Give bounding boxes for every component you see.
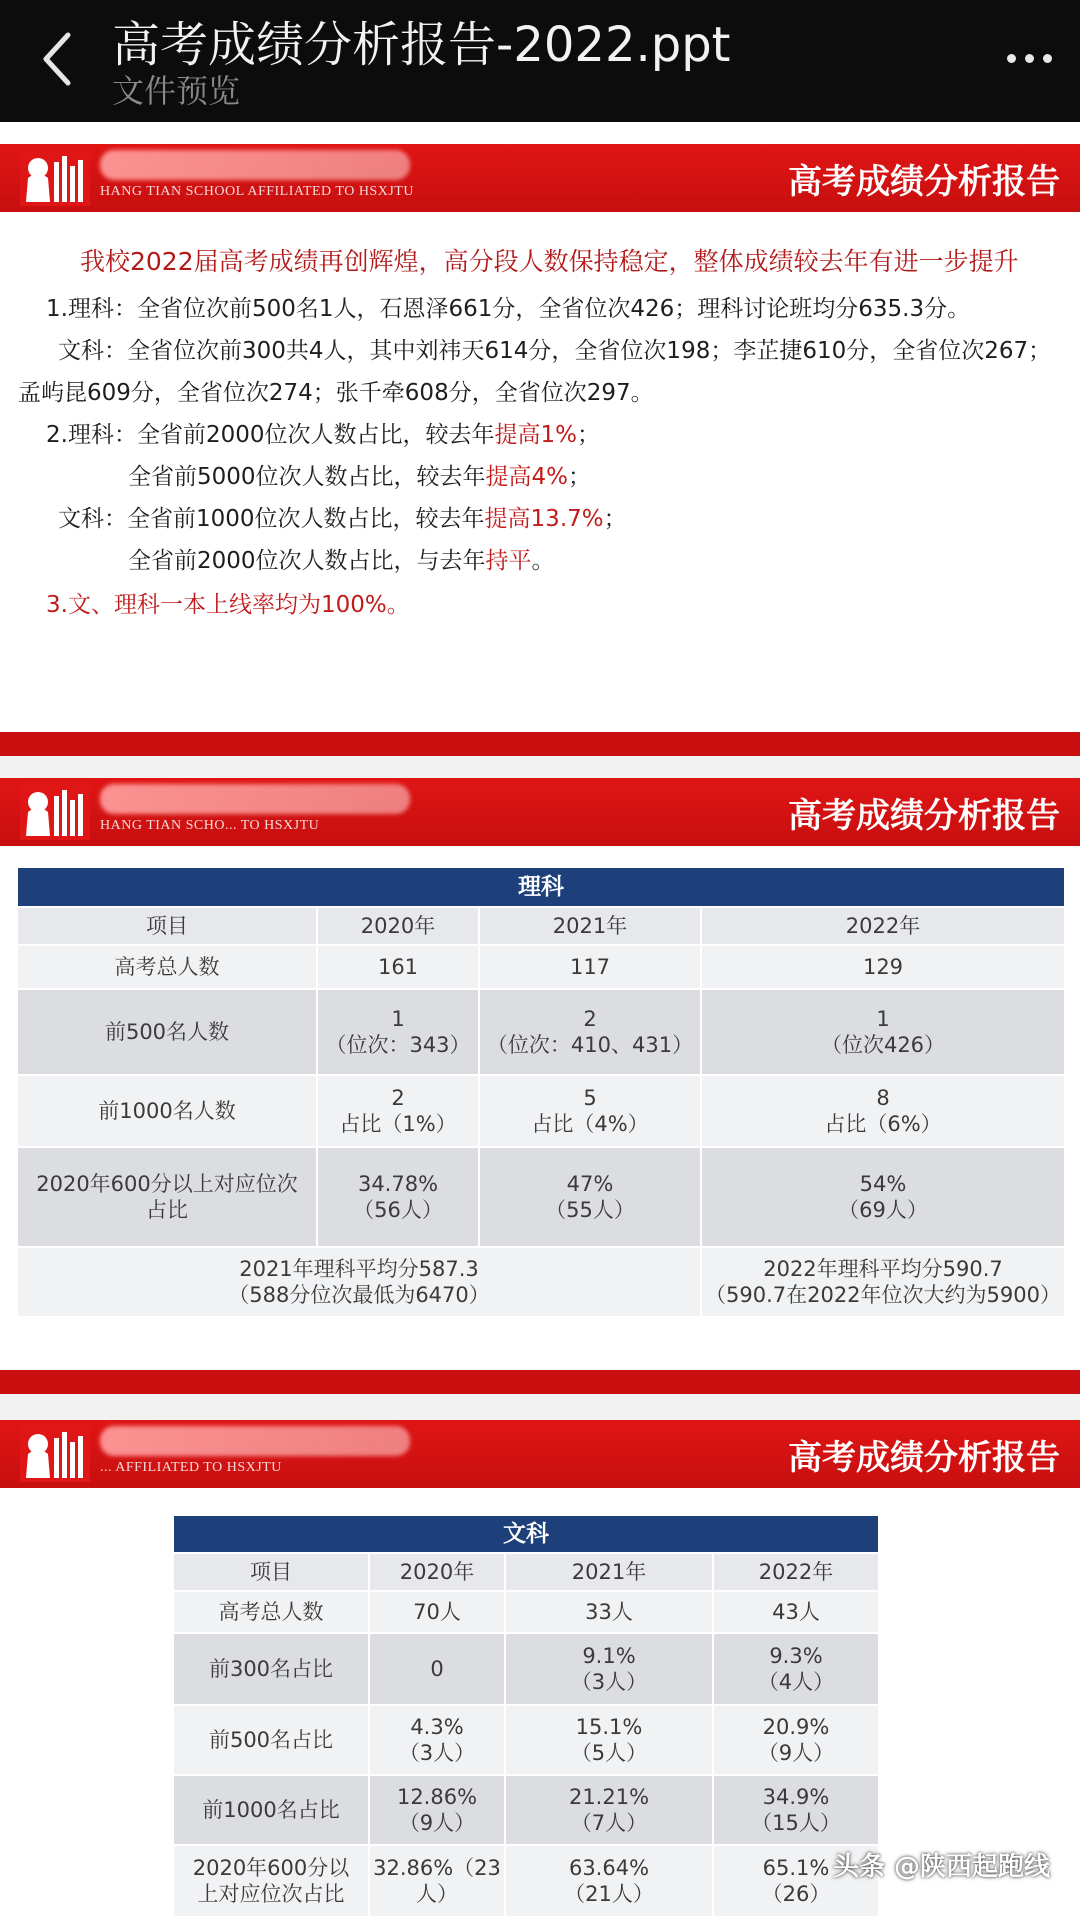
school-name-blurred xyxy=(100,1426,410,1456)
slide1-line: 全省前5000位次人数占比，较去年提高4%； xyxy=(128,464,592,490)
slide-title: 高考成绩分析报告 xyxy=(788,796,1060,836)
slide1-line: 3.文、理科一本上线率均为100%。 xyxy=(46,592,410,618)
table-row: 前1000名占比 12.86% （9人） 21.21% （7人） 34.9% （15人） xyxy=(173,1775,879,1845)
school-logo-icon xyxy=(20,1424,90,1482)
more-dot-icon xyxy=(1043,54,1052,63)
column-header: 2020年 xyxy=(317,907,479,945)
slide-1[interactable] xyxy=(0,122,1080,762)
column-header: 2021年 xyxy=(505,1553,713,1591)
science-table xyxy=(16,866,1066,1318)
slide-separator xyxy=(0,756,1080,778)
slide-2[interactable] xyxy=(0,778,1080,1404)
slide-header xyxy=(0,144,1080,212)
watermark-author: 头条 @陕西起跑线 xyxy=(832,1852,1050,1882)
slide-title: 高考成绩分析报告 xyxy=(788,1438,1060,1478)
school-english-name: HANG TIAN SCHO... TO HSXJTU xyxy=(100,818,320,833)
column-header: 项目 xyxy=(17,907,317,945)
more-options-button[interactable] xyxy=(994,28,1064,88)
school-name-blurred xyxy=(100,150,410,180)
school-logo-icon xyxy=(20,782,90,840)
table-row: 2021年理科平均分587.3 （588分位次最低为6470） 2022年理科平均分590.7 （590.7在2022年位次大约为5900） xyxy=(17,1247,1065,1317)
school-english-name: ... AFFILIATED TO HSXJTU xyxy=(100,1460,282,1475)
column-header: 2022年 xyxy=(713,1553,879,1591)
file-title: 高考成绩分析报告-2022.ppt xyxy=(112,17,731,73)
table-title: 文科 xyxy=(173,1515,879,1553)
chevron-left-icon xyxy=(40,31,74,87)
table-row: 前300名占比 0 9.1% （3人） 9.3% （4人） xyxy=(173,1633,879,1705)
slide1-line: 文科：全省位次前300共4人，其中刘祎天614分，全省位次198；李芷捷610分，全省位次267； xyxy=(58,338,1052,364)
table-row: 2020年600分以 上对应位次占比 32.86%（23 人） 63.64% （21人） 65.1% （26） xyxy=(173,1845,879,1917)
slide1-line: 文科：全省前1000位次人数占比，较去年提高13.7%； xyxy=(58,506,627,532)
slide-footer-bar xyxy=(0,732,1080,756)
slide1-line: 2.理科：全省前2000位次人数占比，较去年提高1%； xyxy=(46,422,600,448)
column-header: 2020年 xyxy=(369,1553,505,1591)
column-header: 2021年 xyxy=(479,907,701,945)
table-row: 前500名占比 4.3% （3人） 15.1% （5人） 20.9% （9人） xyxy=(173,1705,879,1775)
table-title: 理科 xyxy=(17,867,1065,907)
arts-table xyxy=(172,1514,880,1918)
table-row: 前1000名人数 2 占比（1%） 5 占比（4%） 8 占比（6%） xyxy=(17,1075,1065,1147)
table-row: 高考总人数 70人 33人 43人 xyxy=(173,1591,879,1633)
table-row: 前500名人数 1 （位次：343） 2 （位次：410、431） 1 （位次426） xyxy=(17,989,1065,1075)
table-row: 高考总人数 161 117 129 xyxy=(17,945,1065,989)
slide1-line: 1.理科：全省位次前500名1人，石恩泽661分，全省位次426；理科讨论班均分635.3分。 xyxy=(46,296,971,322)
school-name-blurred xyxy=(100,784,410,814)
column-header: 2022年 xyxy=(701,907,1065,945)
back-button[interactable] xyxy=(22,14,92,104)
more-dot-icon xyxy=(1025,54,1034,63)
slide-title: 高考成绩分析报告 xyxy=(788,162,1060,202)
school-english-name: HANG TIAN SCHOOL AFFILIATED TO HSXJTU xyxy=(100,184,414,199)
slide1-line: 孟屿昆609分，全省位次274；张千牵608分，全省位次297。 xyxy=(18,380,654,406)
file-subtitle: 文件预览 xyxy=(112,72,241,110)
slide-header xyxy=(0,778,1080,846)
slide-footer-bar xyxy=(0,1370,1080,1394)
app-bar xyxy=(0,0,1080,122)
table-row: 2020年600分以上对应位次 占比 34.78% （56人） 47% （55人） 54% （69人） xyxy=(17,1147,1065,1247)
more-dot-icon xyxy=(1007,54,1016,63)
column-header: 项目 xyxy=(173,1553,369,1591)
slide-header xyxy=(0,1420,1080,1488)
slide-separator xyxy=(0,1394,1080,1420)
school-logo-icon xyxy=(20,148,90,206)
slide1-headline: 我校2022届高考成绩再创辉煌，高分段人数保持稳定，整体成绩较去年有进一步提升 xyxy=(80,247,1019,276)
slide1-line: 全省前2000位次人数占比，与去年持平。 xyxy=(128,548,555,574)
